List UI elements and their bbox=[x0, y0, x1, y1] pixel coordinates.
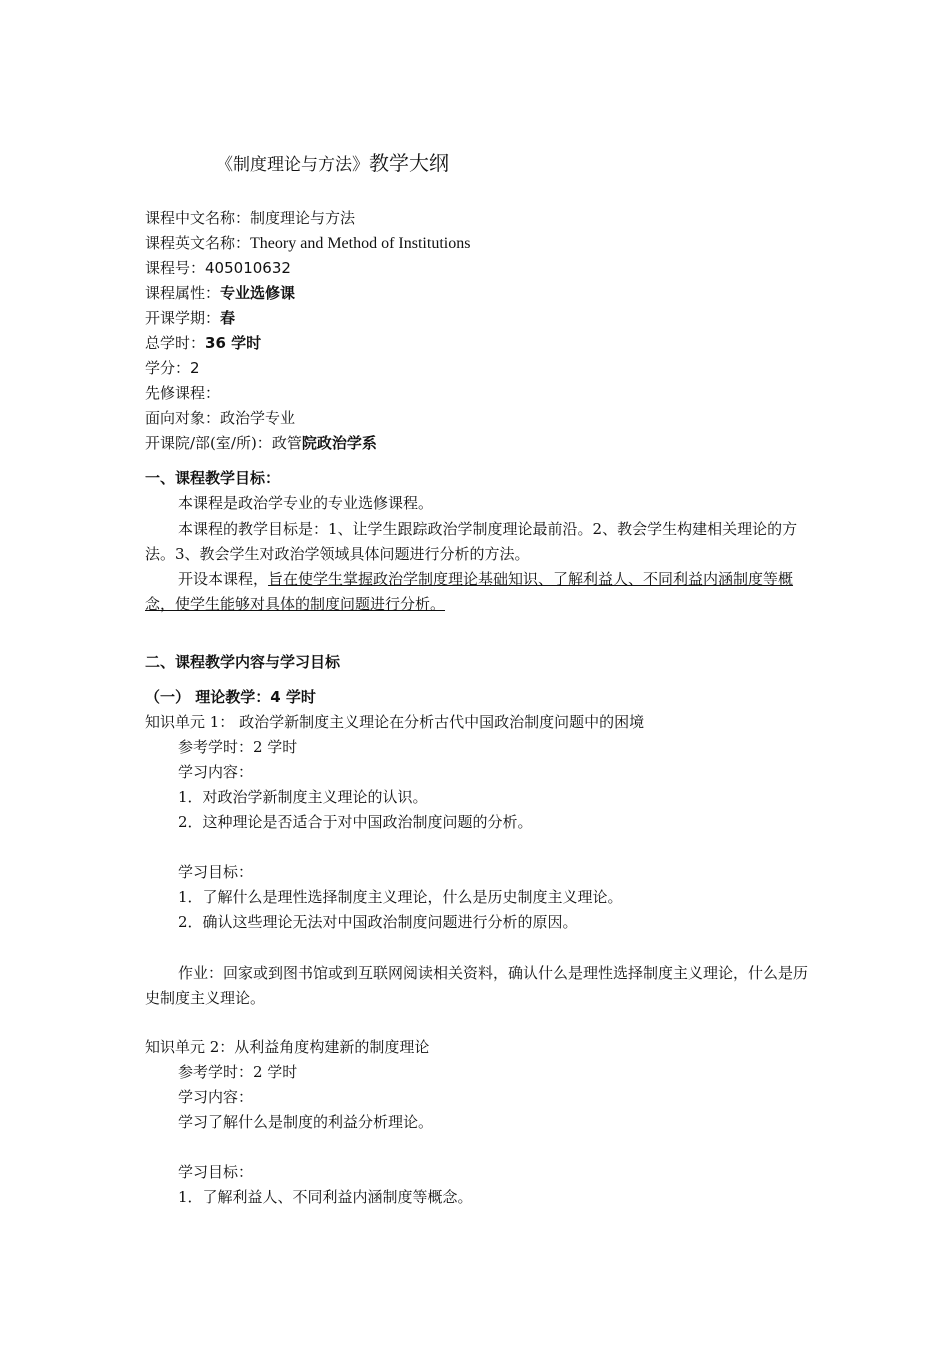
info-dept: 开课院/部(室/所)：政管院政治学系 bbox=[145, 434, 377, 452]
info-name-en: 课程英文名称：Theory and Method of Institutions bbox=[145, 234, 471, 252]
title-main: 教学大纲 bbox=[369, 151, 449, 175]
unit1-content-label: 学习内容： bbox=[178, 763, 254, 781]
unit1-goal-item: 2．确认这些理论无法对中国政治制度问题进行分析的原因。 bbox=[178, 913, 578, 931]
section1-heading: 一、课程教学目标： bbox=[145, 469, 281, 487]
unit2-ref-hours: 参考学时：2 学时 bbox=[178, 1063, 298, 1081]
unit1-title: 知识单元 1： 政治学新制度主义理论在分析古代中国政治制度问题中的困境 bbox=[145, 713, 645, 731]
unit2-goal-item: 1．了解利益人、不同利益内涵制度等概念。 bbox=[178, 1188, 473, 1206]
section1-p2: 本课程的教学目标是：1、让学生跟踪政治学制度理论最前沿。2、教会学生构建相关理论的方法。3、教会学生对政治学领域具体问题进行分析的方法。 bbox=[145, 520, 798, 563]
unit2-goal-label: 学习目标： bbox=[178, 1163, 254, 1181]
info-name-cn: 课程中文名称：制度理论与方法 bbox=[145, 209, 356, 227]
info-term: 开课学期：春 bbox=[145, 309, 236, 327]
unit1-content-item: 1．对政治学新制度主义理论的认识。 bbox=[178, 788, 428, 806]
unit1-goal-label: 学习目标： bbox=[178, 863, 254, 881]
unit1-goal-item: 1．了解什么是理性选择制度主义理论，什么是历史制度主义理论。 bbox=[178, 888, 623, 906]
unit2-content: 学习了解什么是制度的利益分析理论。 bbox=[178, 1113, 434, 1131]
unit1-content-item: 2．这种理论是否适合于对中国政治制度问题的分析。 bbox=[178, 813, 533, 831]
info-prereq: 先修课程： bbox=[145, 384, 221, 402]
unit2-title: 知识单元 2：从利益角度构建新的制度理论 bbox=[145, 1038, 430, 1056]
unit1-homework: 作业：回家或到图书馆或到互联网阅读相关资料，确认什么是理性选择制度主义理论，什么是历史制度主义理论。 bbox=[145, 964, 809, 1007]
info-hours: 总学时：36 学时 bbox=[145, 334, 262, 352]
title-bracket: 《制度理论与方法》 bbox=[216, 155, 369, 175]
unit1-ref-hours: 参考学时：2 学时 bbox=[178, 738, 298, 756]
unit2-content-label: 学习内容： bbox=[178, 1088, 254, 1106]
section2-sub1: （一） 理论教学：4 学时 bbox=[145, 688, 316, 706]
document-title bbox=[0, 147, 665, 176]
section1-p3-underlined: 旨在使学生掌握政治学制度理论基础知识、了解利益人、不同利益内涵制度等概念，使学生能够对具体的制度问题进行分析。 bbox=[145, 570, 794, 613]
section1-p3: 开设本课程，旨在使学生掌握政治学制度理论基础知识、了解利益人、不同利益内涵制度等概念，使学生能够对具体的制度问题进行分析。 bbox=[145, 570, 794, 613]
section2-heading: 二、课程教学内容与学习目标 bbox=[145, 653, 341, 671]
info-audience: 面向对象：政治学专业 bbox=[145, 409, 296, 427]
info-code: 课程号：405010632 bbox=[145, 259, 291, 277]
section1-p1: 本课程是政治学专业的专业选修课程。 bbox=[178, 494, 434, 512]
info-credit: 学分：2 bbox=[145, 359, 200, 377]
info-attr: 课程属性：专业选修课 bbox=[145, 284, 296, 302]
